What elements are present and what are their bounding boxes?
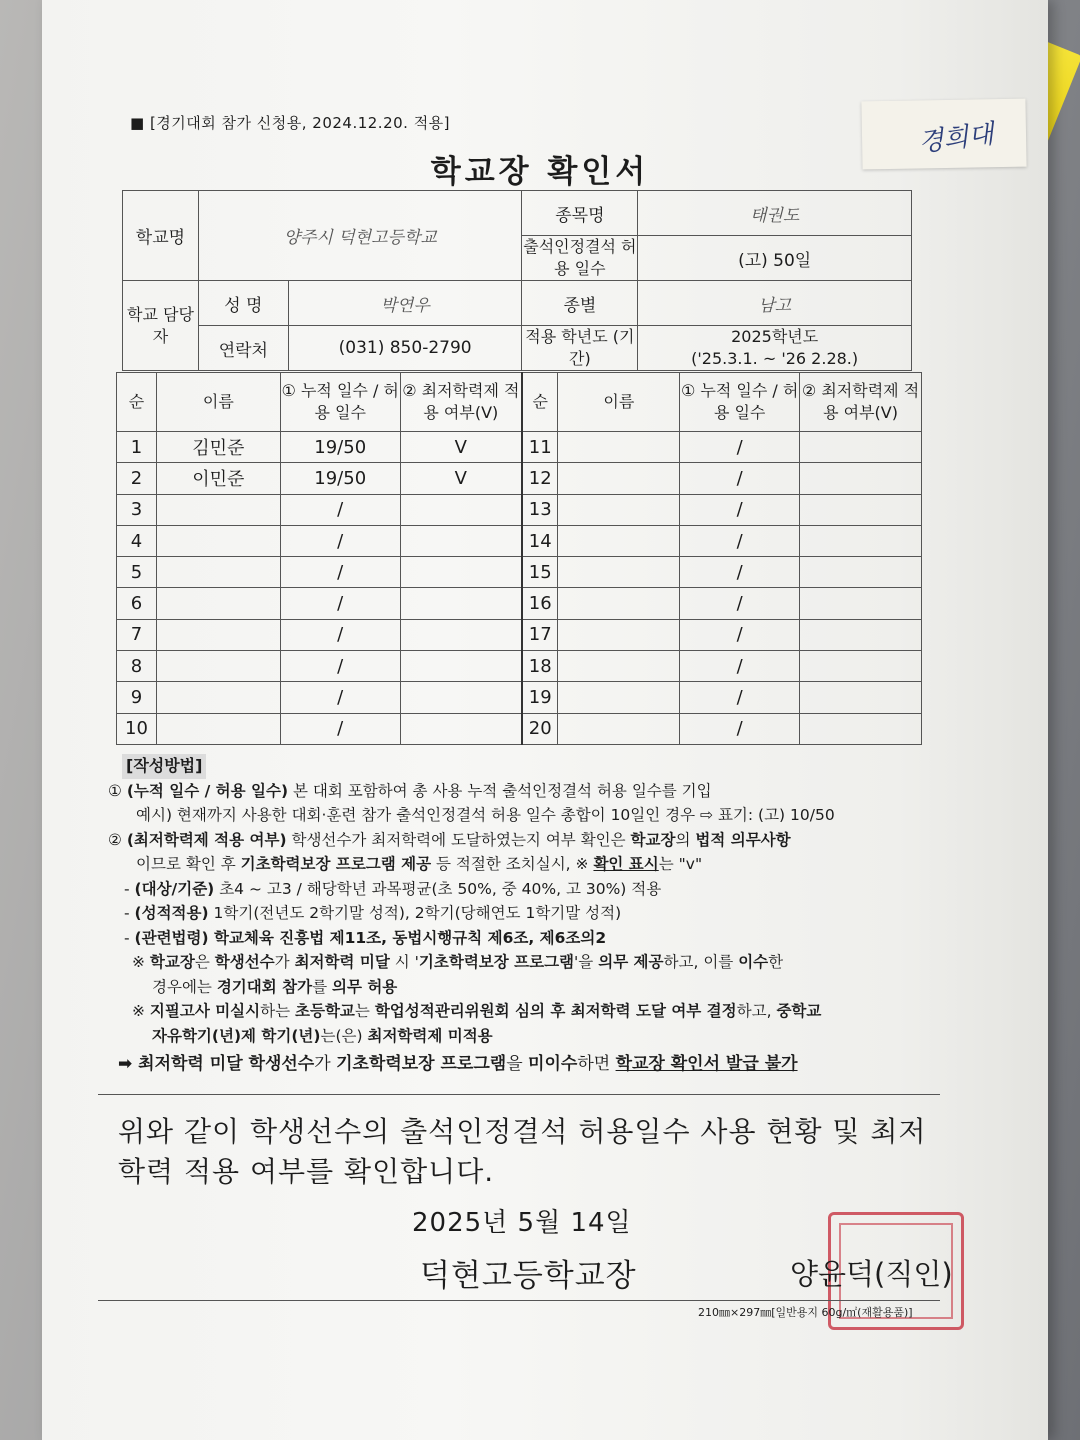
instr-text: 학교장 — [149, 953, 195, 971]
table-row — [117, 651, 922, 682]
days-cell: / — [680, 557, 800, 588]
student-name — [156, 588, 280, 619]
table-row — [117, 432, 922, 463]
instr-text: 학교장 확인서 발급 불가 — [615, 1054, 798, 1074]
year-cell — [638, 326, 912, 371]
student-name — [558, 557, 680, 588]
instr-text: ② — [108, 830, 127, 849]
instr-text: 초4 ~ 고3 / 해당학년 과목평균(초 50%, 중 40%, 고 30%) 적용 — [214, 879, 662, 898]
student-name — [156, 651, 280, 682]
student-name — [156, 713, 280, 744]
student-name — [156, 557, 280, 588]
year-label: 적용 학년도 (기간) — [522, 326, 638, 371]
principal-name: 양윤덕(직인) — [790, 1257, 953, 1291]
instr-line — [108, 950, 938, 975]
row-number: 12 — [522, 463, 558, 494]
table-row — [117, 682, 922, 713]
instr-text: 는 "v" — [658, 855, 703, 873]
instr-text: - — [124, 904, 135, 922]
check-cell — [800, 682, 922, 713]
instr-text: 를 — [312, 977, 332, 996]
student-table — [116, 372, 922, 745]
instr-text: (관련법령) 학교체육 진흥법 제11조, 동법시행규칙 제6조, 제6조의2 — [134, 928, 607, 947]
name-label: 성 명 — [198, 281, 288, 326]
check-cell — [800, 525, 922, 556]
days-cell: / — [680, 651, 800, 682]
row-number: 14 — [522, 525, 558, 556]
instr-text: 이수 — [738, 953, 769, 971]
instr-text: - — [124, 928, 135, 947]
document-title: 학교장 확인서 — [430, 154, 650, 190]
school-value: 양주시 덕현고등학교 — [198, 191, 522, 281]
check-cell — [800, 463, 922, 494]
instr-text: 한 — [768, 953, 784, 971]
instr-line — [108, 803, 938, 828]
school-principal-title: 덕현고등학교장 — [420, 1258, 637, 1294]
instr-text: 의 — [675, 830, 696, 849]
check-cell — [800, 432, 922, 463]
instr-text: 기초학력보장 프로그램 — [418, 953, 575, 971]
instr-text: 가 — [314, 1054, 337, 1074]
row-number: 19 — [522, 682, 558, 713]
days-cell: / — [280, 713, 400, 744]
student-name — [156, 682, 280, 713]
row-number: 20 — [522, 713, 558, 744]
category-value: 남고 — [638, 281, 912, 326]
instructions — [108, 754, 938, 1077]
check-cell — [800, 557, 922, 588]
instr-line — [108, 926, 938, 951]
instr-text: 최저학력 미달 — [294, 953, 390, 971]
instructions-title: [작성방법] — [122, 754, 206, 779]
instr-text: 확인 표시 — [593, 855, 659, 873]
days-cell: / — [280, 588, 400, 619]
days-cell: / — [280, 619, 400, 650]
instr-text: 초등학교 — [295, 1002, 355, 1020]
col-days-left: ① 누적 일수 / 허용 일수 — [280, 373, 400, 432]
instr-text: (누적 일수 / 허용 일수) — [126, 781, 289, 800]
instr-text: (대상/기준) — [134, 879, 215, 898]
student-name — [558, 494, 680, 525]
col-check-right: ② 최저학력제 적용 여부(V) — [800, 373, 922, 432]
row-number: 10 — [117, 713, 157, 744]
row-number: 16 — [522, 588, 558, 619]
instr-text: ※ — [132, 1002, 150, 1020]
days-cell: / — [680, 463, 800, 494]
school-label: 학교명 — [123, 191, 199, 281]
allowed-days-label: 출석인정결석 허용 일수 — [522, 236, 638, 281]
check-cell — [800, 588, 922, 619]
check-cell — [800, 494, 922, 525]
days-cell: / — [680, 525, 800, 556]
instr-text: 학생선수 — [214, 953, 275, 971]
instr-line — [108, 852, 938, 877]
instr-text: ➡ 최저학력 미달 학생선수 — [118, 1054, 315, 1074]
instr-text: 하는 — [260, 1002, 296, 1020]
row-number: 6 — [117, 588, 157, 619]
student-name — [558, 432, 680, 463]
student-name — [558, 525, 680, 556]
student-name — [558, 651, 680, 682]
days-cell: / — [680, 682, 800, 713]
check-cell — [800, 713, 922, 744]
instr-text: 의무 허용 — [331, 977, 398, 996]
row-number: 4 — [117, 525, 157, 556]
instr-text: 의무 제공 — [598, 953, 664, 971]
instr-text: 최저학력제 미적용 — [367, 1026, 493, 1045]
days-cell: / — [680, 432, 800, 463]
days-cell: / — [680, 619, 800, 650]
instr-text: 등 적절한 조치실시, ※ — [431, 855, 594, 873]
days-cell: / — [280, 557, 400, 588]
table-row — [117, 619, 922, 650]
instr-text: 는(은) — [320, 1026, 368, 1045]
days-cell: / — [280, 682, 400, 713]
row-number: 8 — [117, 651, 157, 682]
student-name — [558, 463, 680, 494]
instr-text: 예시) 현재까지 사용한 대회·훈련 참가 출석인정결석 허용 일수 총합이 10일인 경우 ⇨ 표기: (고) 10/50 — [136, 806, 835, 824]
instr-line — [108, 877, 938, 902]
sport-label: 종목명 — [522, 191, 638, 236]
instr-text: 지필고사 미실시 — [149, 1002, 261, 1020]
col-days-right: ① 누적 일수 / 허용 일수 — [680, 373, 800, 432]
student-name — [156, 494, 280, 525]
student-name — [558, 619, 680, 650]
instr-text: 기초학력보장 프로그램 — [336, 1054, 507, 1074]
row-number: 2 — [117, 463, 157, 494]
days-cell: 19/50 — [280, 463, 400, 494]
instr-text: ① — [108, 781, 127, 800]
name-value: 박연우 — [288, 281, 522, 326]
check-cell — [400, 682, 522, 713]
row-number: 7 — [117, 619, 157, 650]
row-number: 13 — [522, 494, 558, 525]
days-cell: / — [280, 651, 400, 682]
check-cell — [400, 494, 522, 525]
instr-line — [108, 901, 938, 926]
check-cell — [400, 588, 522, 619]
instr-text: 가 — [274, 953, 295, 971]
days-cell: 19/50 — [280, 432, 400, 463]
instr-line — [108, 1024, 938, 1049]
form-code: ■ [경기대회 참가 신청용, 2024.12.20. 적용] — [130, 114, 451, 132]
instr-text: (최저학력제 적용 여부) — [126, 830, 287, 849]
confirmation-text: 위와 같이 학생선수의 출석인정결석 허용일수 사용 현황 및 최저학력 적용 여부를 확인합니다. — [118, 1115, 927, 1188]
row-number: 9 — [117, 682, 157, 713]
row-number: 1 — [117, 432, 157, 463]
table-row — [117, 588, 922, 619]
days-cell: / — [680, 494, 800, 525]
student-rows — [117, 432, 922, 745]
instr-line — [108, 975, 938, 1000]
instr-text: 경기대회 참가 — [216, 977, 313, 996]
check-cell — [400, 713, 522, 744]
instr-text: 을 — [506, 1054, 529, 1074]
instr-text: '을 — [574, 953, 599, 971]
instr-text: 1학기(전년도 2학기말 성적), 2학기(당해연도 1학기말 성적) — [208, 904, 622, 922]
instr-text: 학교장 — [630, 830, 676, 849]
instr-text: 중학교 — [776, 1002, 822, 1020]
year-value: 2025학년도 — [731, 327, 819, 346]
instr-text: 학생선수가 최저학력에 도달하였는지 여부 확인은 — [286, 830, 631, 849]
days-cell: / — [280, 525, 400, 556]
table-row — [117, 557, 922, 588]
col-no-right: 순 — [522, 373, 558, 432]
instr-text: 하고, 이를 — [663, 953, 739, 971]
check-cell — [800, 619, 922, 650]
student-name — [156, 619, 280, 650]
col-check-left: ② 최저학력제 적용 여부(V) — [400, 373, 522, 432]
instr-text: 법적 의무사항 — [695, 830, 791, 849]
days-cell: / — [680, 588, 800, 619]
contact-value: (031) 850-2790 — [288, 326, 522, 371]
instr-text: 경우에는 — [152, 977, 217, 996]
instr-text: - — [124, 879, 135, 898]
sport-value: 태권도 — [638, 191, 912, 236]
row-number: 15 — [522, 557, 558, 588]
row-number: 18 — [522, 651, 558, 682]
instr-text: 학업성적관리위원회 심의 후 최저학력 도달 여부 결정 — [374, 1002, 737, 1020]
table-row — [117, 463, 922, 494]
row-number: 3 — [117, 494, 157, 525]
divider — [98, 1300, 940, 1301]
student-name: 이민준 — [156, 463, 280, 494]
instr-line — [108, 828, 938, 853]
contact-label: 연락처 — [198, 326, 288, 371]
instr-text: 이므로 확인 후 — [136, 855, 241, 873]
student-name — [558, 713, 680, 744]
check-cell: V — [400, 432, 522, 463]
divider — [98, 1094, 940, 1095]
check-cell — [800, 651, 922, 682]
student-name — [558, 682, 680, 713]
year-period: ('25.3.1. ~ '26 2.28.) — [691, 349, 859, 368]
instr-text: 은 — [194, 953, 215, 971]
instr-text: (성적적용) — [134, 904, 209, 922]
issue-date: 2025년 5월 14일 — [412, 1208, 632, 1238]
paper-spec: 210㎜×297㎜[일반용지 60g/㎡(재활용품)] — [698, 1306, 913, 1319]
col-name-right: 이름 — [558, 373, 680, 432]
instr-text: 자유학기(년)제 학기(년) — [152, 1026, 321, 1045]
table-row — [117, 713, 922, 744]
category-label: 종별 — [522, 281, 638, 326]
instr-text: 하고, — [736, 1002, 777, 1020]
info-table — [122, 190, 912, 371]
sticky-note-text: 경희대 — [916, 119, 996, 159]
days-cell: / — [680, 713, 800, 744]
student-name — [558, 588, 680, 619]
check-cell: V — [400, 463, 522, 494]
instr-text: 미이수 — [528, 1054, 578, 1074]
days-cell: / — [280, 494, 400, 525]
table-row — [117, 525, 922, 556]
instr-text: 본 대회 포함하여 총 사용 누적 출석인정결석 허용 일수를 기입 — [288, 781, 712, 800]
check-cell — [400, 525, 522, 556]
check-cell — [400, 619, 522, 650]
instr-line — [108, 999, 938, 1024]
row-number: 17 — [522, 619, 558, 650]
instr-line — [108, 779, 938, 804]
student-name — [156, 525, 280, 556]
manager-label: 학교 담당자 — [123, 281, 199, 371]
student-name: 김민준 — [156, 432, 280, 463]
row-number: 11 — [522, 432, 558, 463]
instr-text: 는 — [354, 1002, 375, 1020]
check-cell — [400, 557, 522, 588]
col-no-left: 순 — [117, 373, 157, 432]
col-name-left: 이름 — [156, 373, 280, 432]
instr-text: 하면 — [577, 1054, 616, 1074]
allowed-days-value: (고) 50일 — [638, 236, 912, 281]
instr-text: ※ — [132, 953, 150, 971]
final-notice — [108, 1052, 938, 1077]
check-cell — [400, 651, 522, 682]
instr-text: 시 ' — [389, 953, 419, 971]
instr-text: 기초학력보장 프로그램 제공 — [240, 855, 432, 873]
table-row — [117, 494, 922, 525]
row-number: 5 — [117, 557, 157, 588]
